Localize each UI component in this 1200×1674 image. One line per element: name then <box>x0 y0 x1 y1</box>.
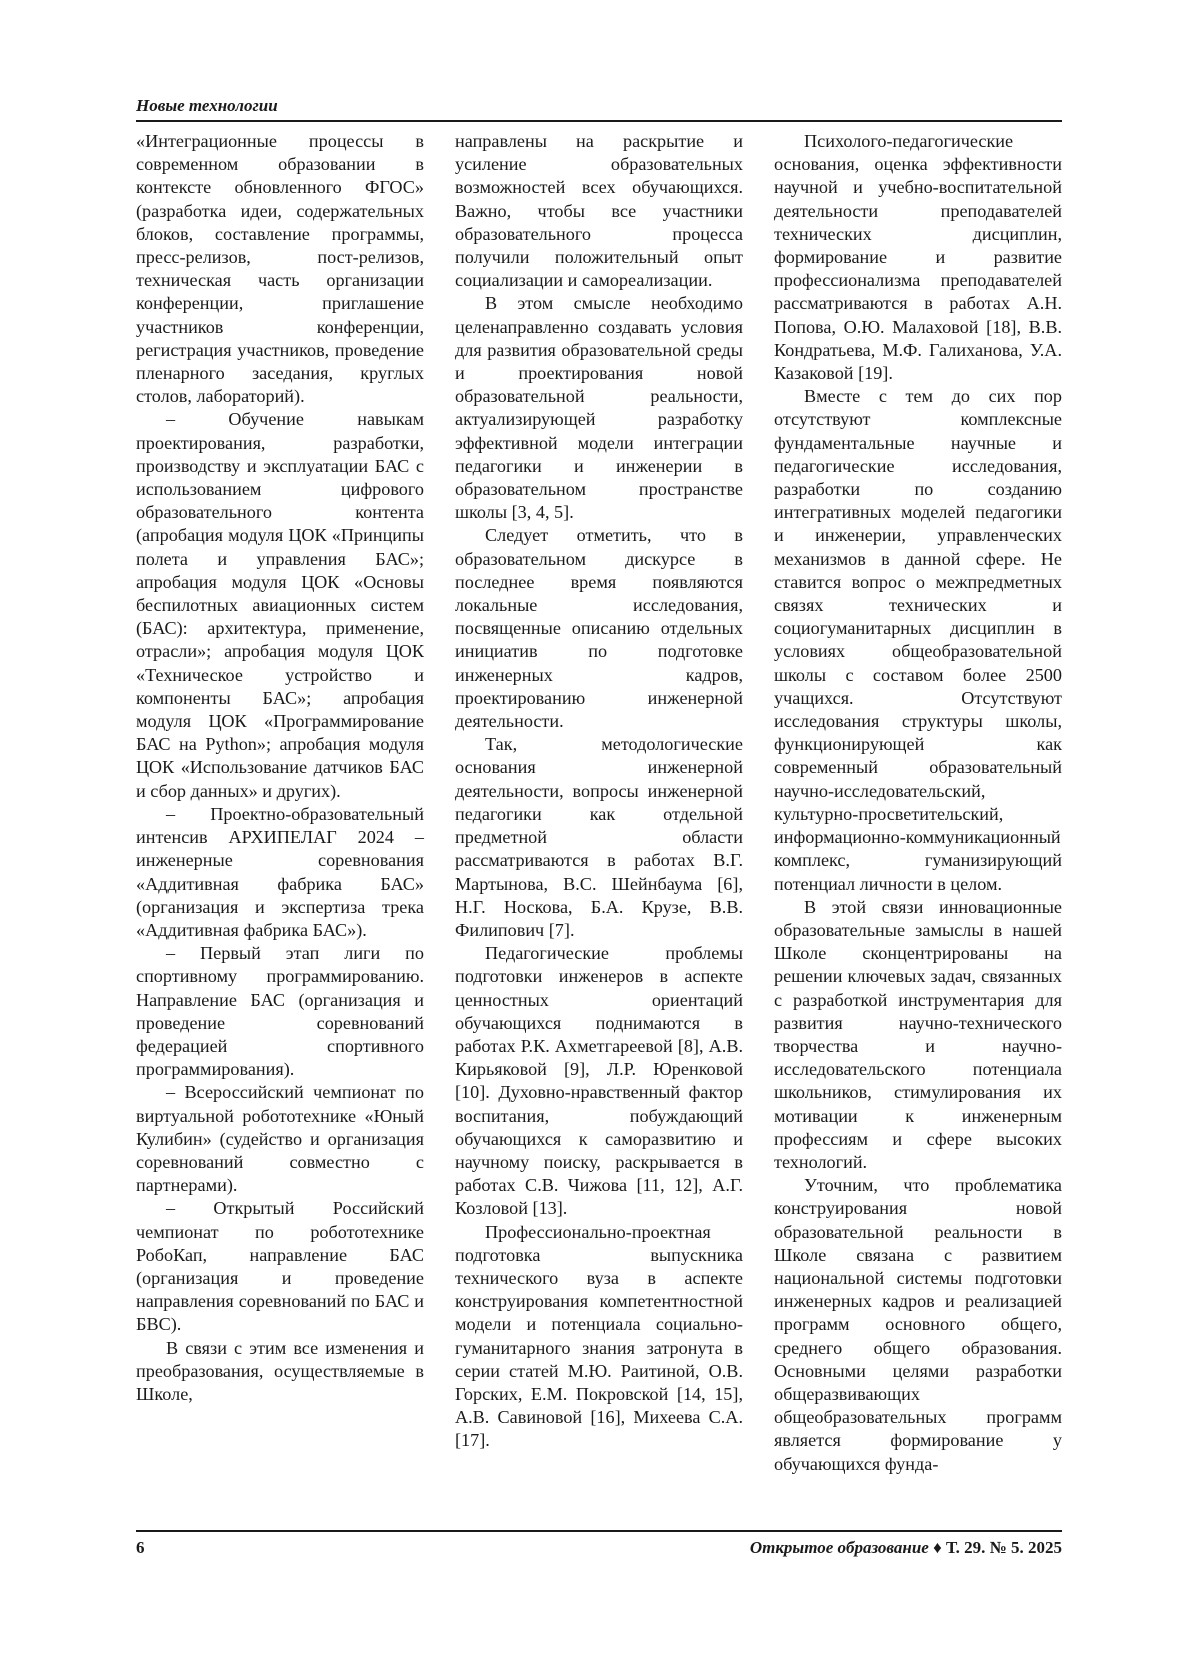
paragraph: «Интеграционные процессы в современном образовании в контексте обновленного ФГОС» (разработка идеи, содержательных блоков, составление программы, пресс-релизов, пост-релизов, техническая часть организации конференции, приглашение участников конференции, регистрация участников, проведение пленарного заседания, круглых столов, лабораторий). <box>136 130 424 408</box>
paragraph: Вместе с тем до сих пор отсутствуют комплексные фундаментальные научные и педагогические исследования, разработки по созданию интегративных моделей педагогики и инженерии, управленческих механизмов в данной сфере. Не ставится вопрос о межпредметных связях технических и социогуманитарных дисциплин в условиях общеобразовательной школы с составом более 2500 учащихся. Отсутствуют исследования структуры школы, функционирующей как современный образовательный научно-исследовательский, культурно-просветительский, информационно-коммуникационный комплекс, гуманизирующий потенциал личности в целом. <box>774 385 1062 895</box>
paragraph: Педагогические проблемы подготовки инженеров в аспекте ценностных ориентаций обучающихся поднимаются в работах Р.К. Ахметгареевой [8], А.В. Кирьяковой [9], Л.Р. Юренковой [10]. Духовно-нравственный фактор воспитания, побуждающий обучающихся к саморазвитию и научному поиску, раскрывается в работах С.В. Чижова [11, 12], А.Г. Козловой [13]. <box>455 942 743 1220</box>
page-number: 6 <box>136 1538 145 1558</box>
paragraph: В этой связи инновационные образовательные замыслы в нашей Школе сконцентрированы на решении ключевых задач, связанных с разработкой инструментария для развития научно-технического творчества и научно-исследовательского потенциала школьников, стимулирования их мотивации к инженерным профессиям и сфере высоких технологий. <box>774 896 1062 1174</box>
journal-citation <box>750 1538 1062 1558</box>
journal-name: Открытое образование <box>750 1538 929 1557</box>
article-body <box>136 130 1062 1530</box>
paragraph: В связи с этим все изменения и преобразования, осуществляемые в Школе, <box>136 1337 424 1407</box>
diamond-icon: ♦ <box>933 1538 942 1557</box>
paragraph: Уточним, что проблематика конструирования новой образовательной реальности в Школе связана с развитием национальной системы подготовки инженерных кадров и реализацией программ основного общего, среднего общего образования. Основными целями разработки общеразвивающих общеобразовательных программ является формирование у обучающихся фунда- <box>774 1174 1062 1476</box>
paragraph: – Обучение навыкам проектирования, разработки, производству и эксплуатации БАС с использованием цифрового образовательного контента (апробация модуля ЦОК «Принципы полета и управления БАС»; апробация модуля ЦОК «Основы беспилотных авиационных систем (БАС): архитектура, применение, отрасли»; апробация модуля ЦОК «Техническое устройство и компоненты БАС»; апробация модуля ЦОК «Программирование БАС на Python»; апробация модуля ЦОК «Использование датчиков БАС и сбор данных» и других). <box>136 408 424 802</box>
paragraph: Психолого-педагогические основания, оценка эффективности научной и учебно-воспитательной деятельности преподавателей технических дисциплин, формирование и развитие профессионализма преподавателей рассматриваются в работах А.Н. Попова, О.Ю. Малаховой [18], В.В. Кондратьева, М.Ф. Галиханова, У.А. Казаковой [19]. <box>774 130 1062 385</box>
running-header <box>136 92 1062 122</box>
paragraph: Следует отметить, что в образовательном дискурсе в последнее время появляются локальные исследования, посвященные описанию отдельных инициатив по подготовке инженерных кадров, проектированию инженерной деятельности. <box>455 524 743 733</box>
column-2 <box>455 130 743 1453</box>
paragraph: – Всероссийский чемпионат по виртуальной робототехнике «Юный Кулибин» (судейство и организация соревнований совместно с партнерами). <box>136 1081 424 1197</box>
paragraph: Так, методологические основания инженерной деятельности, вопросы инженерной педагогики как отдельной предметной области рассматриваются в работах В.Г. Мартынова, В.С. Шейнбаума [6], Н.Г. Носкова, Б.А. Крузе, В.В. Филипович [7]. <box>455 733 743 942</box>
paragraph: – Открытый Российский чемпионат по робототехнике РобоКап, направление БАС (организация и проведение направления соревнований по БАС и БВС). <box>136 1197 424 1336</box>
column-3 <box>774 130 1062 1476</box>
paragraph: В этом смысле необходимо целенаправленно создавать условия для развития образовательной среды и проектирования новой образовательной реальности, актуализирующей разработку эффективной модели интеграции педагогики и инженерии в образовательном пространстве школы [3, 4, 5]. <box>455 292 743 524</box>
paragraph: Профессионально-проектная подготовка выпускника технического вуза в аспекте конструирования компетентностной модели и потенциала социально-гуманитарного знания затронута в серии статей М.Ю. Раитиной, О.В. Горских, Е.М. Покровской [14, 15], А.В. Савиновой [16], Михеева С.А. [17]. <box>455 1221 743 1453</box>
running-footer <box>136 1530 1062 1562</box>
column-1 <box>136 130 424 1406</box>
section-title: Новые технологии <box>136 96 278 116</box>
paragraph: – Первый этап лиги по спортивному программированию. Направление БАС (организация и проведение соревнований федерацией спортивного программирования). <box>136 942 424 1081</box>
paragraph: направлены на раскрытие и усиление образовательных возможностей всех обучающихся. Важно, чтобы все участники образовательного процесса получили положительный опыт социализации и самореализации. <box>455 130 743 292</box>
journal-issue: Т. 29. № 5. 2025 <box>946 1538 1062 1557</box>
paragraph: – Проектно-образовательный интенсив АРХИПЕЛАГ 2024 – инженерные соревнования «Аддитивная фабрика БАС» (организация и экспертиза трека «Аддитивная фабрика БАС»). <box>136 803 424 942</box>
